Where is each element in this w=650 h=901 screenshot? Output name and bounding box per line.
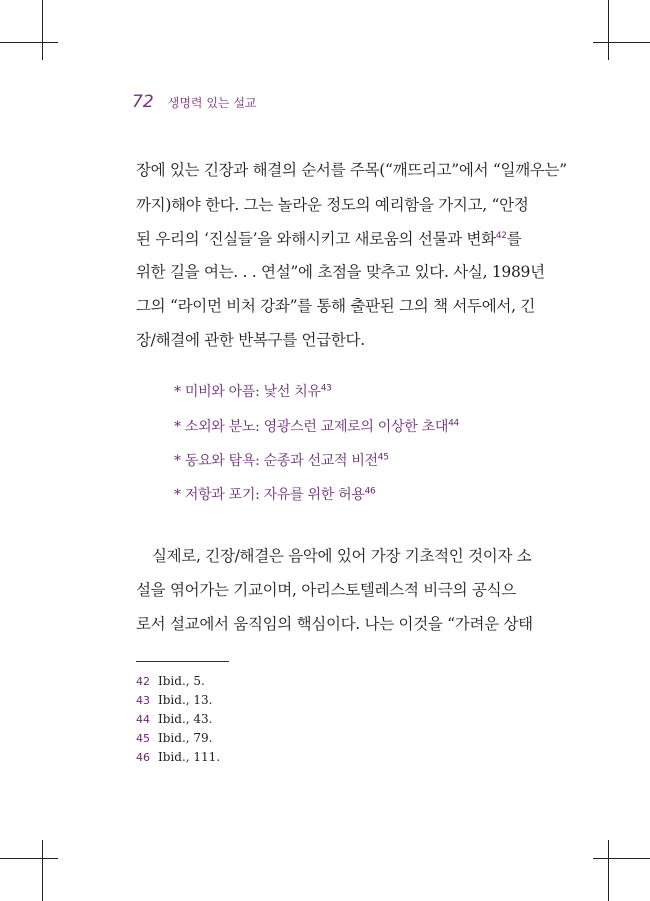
footnote-number: 45 [136, 732, 150, 745]
footnote-text: Ibid., 111. [158, 750, 221, 764]
footnote [136, 673, 205, 690]
body-line: 설을 엮어가는 기교이며, 아리스토텔레스적 비극의 공식으 [136, 581, 516, 599]
list-item-text: * 미비와 아픔: 낯선 치유 [174, 384, 321, 400]
body-line: 위한 길을 여는. . . 연설”에 초점을 맞추고 있다. 사실, 1989년 [136, 263, 545, 281]
list-item-text: * 저항과 포기: 자유를 위한 허용 [174, 487, 365, 503]
list-item [174, 485, 504, 505]
list-item-text: * 소외와 분노: 영광스런 교제로의 이상한 초대 [174, 419, 449, 435]
body-line-tail: 를 [506, 230, 522, 248]
footnote-text: Ibid., 5. [158, 674, 205, 688]
footnote-text: Ibid., 43. [158, 712, 213, 726]
footnote-ref: 43 [320, 383, 332, 394]
footnote-number: 44 [136, 713, 150, 726]
footnote-rule [136, 661, 229, 662]
footnote-ref: 44 [448, 418, 459, 429]
body-line: 장에 있는 긴장과 해결의 순서를 주목(“깨뜨리고”에서 “일깨우는” [136, 161, 567, 179]
footnote-ref: 46 [364, 486, 376, 497]
footnote-number: 43 [136, 694, 150, 707]
crop-mark [608, 0, 609, 60]
footnote-text: Ibid., 13. [158, 693, 213, 707]
body-line: 그의 “라이먼 비처 강좌”를 통해 출판된 그의 책 서두에서, 긴 [136, 297, 535, 315]
body-line: 실제로, 긴장/해결은 음악에 있어 가장 기초적인 것이자 소 [152, 547, 532, 565]
crop-mark [608, 840, 609, 901]
footnote-ref: 42 [495, 230, 507, 241]
list-item [174, 382, 504, 402]
body-line: 까지)해야 한다. 그는 놀라운 정도의 예리함을 가지고, “안정 [136, 196, 529, 214]
crop-mark [593, 858, 650, 859]
footnote-number: 46 [136, 751, 150, 764]
body-line: 로서 설교에서 움직임의 핵심이다. 나는 이것을 “가려운 상태 [136, 615, 533, 633]
crop-mark [0, 858, 58, 859]
crop-mark [42, 0, 43, 60]
body-line: 장/해결에 관한 반복구를 언급한다. [136, 331, 365, 349]
list-item-text: * 동요와 탐욕: 순종과 선교적 비전 [174, 453, 378, 469]
crop-mark [593, 42, 650, 43]
running-head [132, 92, 257, 112]
footnote [136, 749, 220, 766]
crop-mark [0, 42, 58, 43]
page-number: 72 [132, 92, 154, 112]
footnote [136, 711, 212, 728]
footnote-ref: 45 [377, 452, 389, 463]
footnote-text: Ibid., 79. [158, 731, 213, 745]
crop-mark [42, 840, 43, 901]
list-item [174, 451, 504, 471]
footnote [136, 730, 212, 747]
body-line [136, 229, 522, 249]
book-title: 생명력 있는 설교 [167, 96, 257, 110]
footnote-number: 42 [136, 675, 150, 688]
list-item [174, 417, 504, 437]
footnote [136, 692, 212, 709]
body-line-text: 된 우리의 ‘진실들’을 와해시키고 새로움의 선물과 변화 [136, 230, 496, 248]
